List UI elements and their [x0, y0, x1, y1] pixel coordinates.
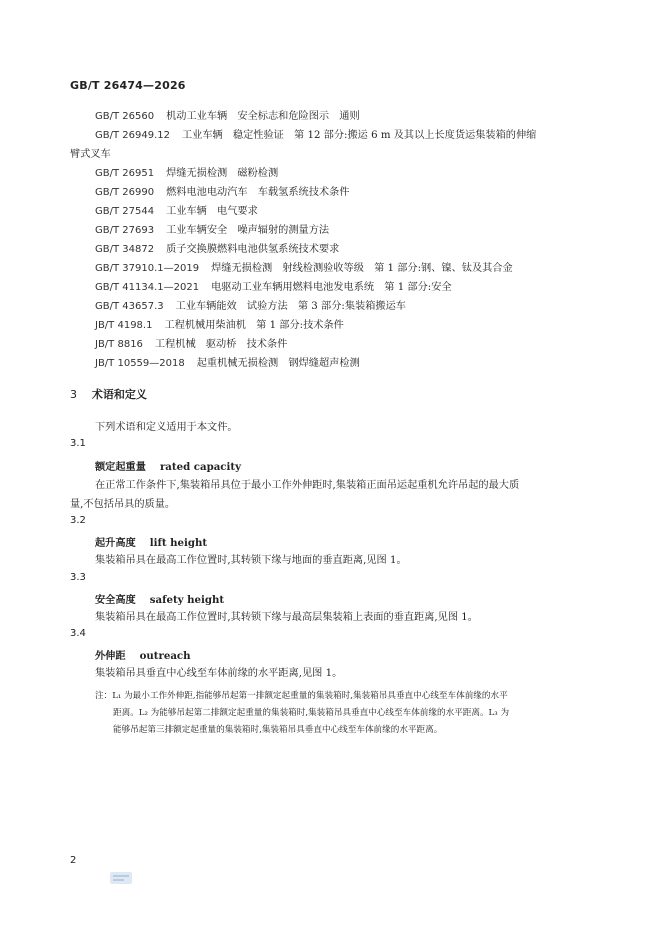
- note-line: 能够吊起第三排额定起重量的集装箱时,集装箱吊具垂直中心线至车体前缘的水平距离。: [113, 725, 443, 735]
- section-heading: [70, 386, 147, 402]
- section-intro: 下列术语和定义适用于本文件。: [95, 422, 238, 433]
- page-number: 2: [70, 855, 77, 866]
- note-line: [95, 688, 615, 705]
- note-text: L₁ 为最小工作外伸距,指能够吊起第一排额定起重量的集装箱时,集装箱吊具垂直中心线至车体前缘的水平: [112, 691, 508, 701]
- reference-code: GB/T 27544: [95, 206, 155, 217]
- normative-references-list: [70, 107, 600, 373]
- reference-title: 起重机械无损检测 钢焊缝超声检测: [196, 358, 360, 369]
- reference-code: GB/T 26990: [95, 187, 155, 198]
- reference-item: [95, 221, 600, 240]
- term-definition: 集装箱吊具在最高工作位置时,其转锁下缘与最高层集装箱上表面的垂直距离,见图 1。: [95, 612, 478, 623]
- reference-item: [95, 278, 600, 297]
- reference-item: [95, 354, 600, 373]
- term-heading: [95, 458, 241, 473]
- reference-title: 工业车辆安全 噪声辐射的测量方法: [166, 225, 330, 236]
- reference-item: [95, 107, 600, 126]
- reference-title: 工程机械用柴油机 第 1 部分:技术条件: [164, 320, 344, 331]
- reference-item: [95, 297, 600, 316]
- reference-item: [95, 183, 600, 202]
- term-en: lift height: [149, 537, 208, 549]
- reference-title-continuation: 臂式叉车: [70, 149, 111, 160]
- reference-item: [95, 126, 600, 145]
- reference-title: 燃料电池电动汽车 车载氢系统技术条件: [166, 187, 350, 198]
- reference-code: GB/T 34872: [95, 244, 155, 255]
- reference-code: GB/T 26951: [95, 168, 155, 179]
- reference-code: JB/T 4198.1: [95, 320, 153, 331]
- reference-item: [95, 164, 600, 183]
- note-block: [95, 688, 615, 739]
- reference-title: 电驱动工业车辆用燃料电池发电系统 第 1 部分:安全: [211, 282, 452, 293]
- section-title: 术语和定义: [91, 388, 147, 401]
- reference-code: GB/T 43657.3: [95, 301, 164, 312]
- reference-continuation-row: [70, 145, 600, 164]
- reference-title: 工程机械 驱动桥 技术条件: [154, 339, 288, 350]
- standard-code: GB/T 26474—2026: [70, 79, 186, 92]
- term-definition: 在正常工作条件下,集装箱吊具位于最小工作外伸距时,集装箱正面吊运起重机允许吊起的最大质: [95, 480, 520, 491]
- term-number: 3.2: [70, 515, 86, 526]
- term-definition: 集装箱吊具在最高工作位置时,其转锁下缘与地面的垂直距离,见图 1。: [95, 555, 407, 566]
- term-heading: [95, 647, 191, 662]
- term-heading: [95, 534, 207, 549]
- reference-item: [95, 240, 600, 259]
- publisher-watermark-icon: [110, 872, 132, 884]
- reference-code: GB/T 26949.12: [95, 130, 170, 141]
- reference-item: [95, 316, 600, 335]
- term-number: 3.4: [70, 628, 86, 639]
- reference-code: GB/T 37910.1—2019: [95, 263, 200, 274]
- term-number: 3.1: [70, 438, 86, 449]
- term-definition: 集装箱吊具垂直中心线至车体前缘的水平距离,见图 1。: [95, 668, 343, 679]
- reference-item: [95, 259, 600, 278]
- reference-title: 机动工业车辆 安全标志和危险图示 通则: [166, 111, 360, 122]
- reference-code: GB/T 41134.1—2021: [95, 282, 200, 293]
- reference-title: 工业车辆 稳定性验证 第 12 部分:搬运 6 m 及其以上长度货运集装箱的伸缩: [181, 130, 537, 141]
- note-label: 注：: [95, 691, 113, 701]
- reference-title: 质子交换膜燃料电池供氢系统技术要求: [166, 244, 340, 255]
- reference-title: 焊缝无损检测 磁粉检测: [166, 168, 279, 179]
- term-heading: [95, 591, 224, 606]
- term-en: outreach: [139, 650, 191, 662]
- term-number: 3.3: [70, 572, 86, 583]
- term-definition-continuation: 量,不包括吊具的质量。: [70, 499, 176, 510]
- term-en: safety height: [149, 594, 225, 606]
- reference-code: JB/T 10559—2018: [95, 358, 185, 369]
- reference-code: JB/T 8816: [95, 339, 143, 350]
- term-zh: 安全高度: [95, 595, 136, 606]
- section-number: 3: [70, 388, 77, 401]
- term-zh: 外伸距: [95, 651, 126, 662]
- term-zh: 额定起重量: [95, 462, 146, 473]
- reference-title: 工业车辆 电气要求: [166, 206, 258, 217]
- reference-title: 工业车辆能效 试验方法 第 3 部分:集装箱搬运车: [175, 301, 406, 312]
- note-line: 距离。L₂ 为能够吊起第二排额定起重量的集装箱时,集装箱吊具垂直中心线至车体前缘的水平距离。L₃ 为: [113, 708, 510, 718]
- term-en: rated capacity: [159, 461, 241, 473]
- reference-title: 焊缝无损检测 射线检测验收等级 第 1 部分:钢、镍、钛及其合金: [211, 263, 513, 274]
- reference-item: [95, 335, 600, 354]
- term-zh: 起升高度: [95, 538, 136, 549]
- reference-item: [95, 202, 600, 221]
- reference-code: GB/T 26560: [95, 111, 155, 122]
- reference-code: GB/T 27693: [95, 225, 155, 236]
